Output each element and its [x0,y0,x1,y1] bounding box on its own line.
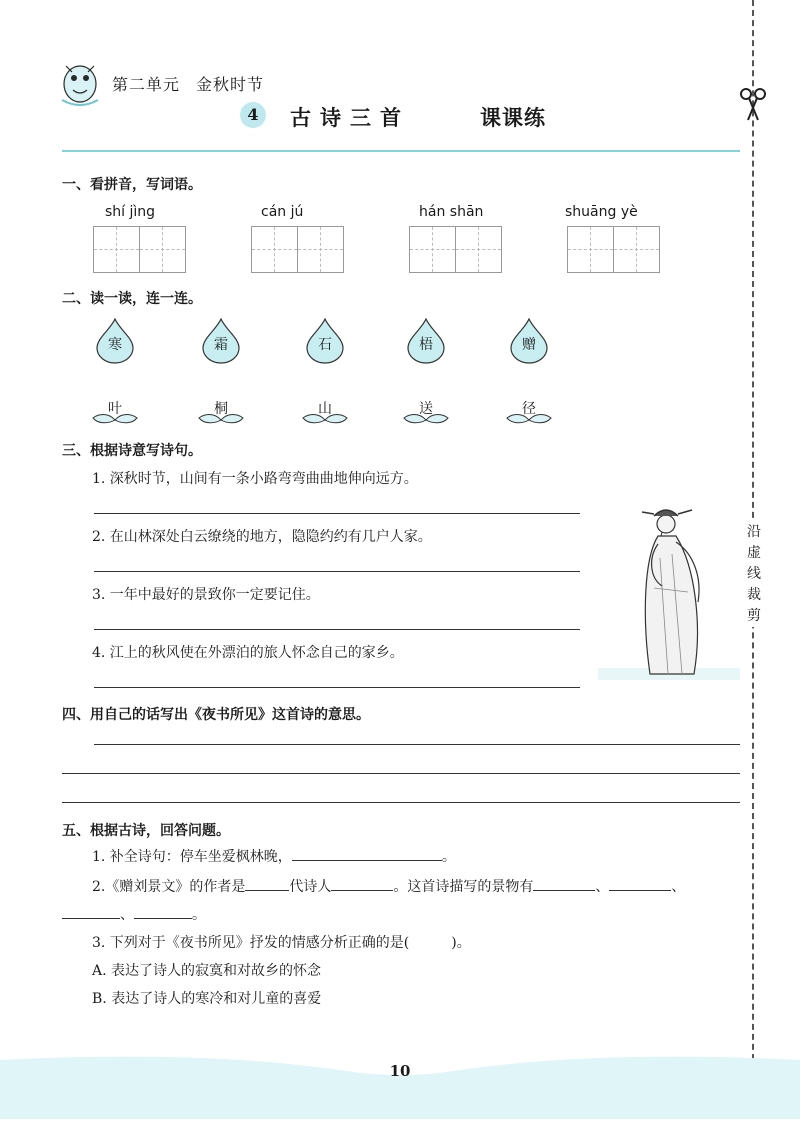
writing-grid[interactable] [409,226,502,273]
answer-line-3[interactable] [94,629,580,630]
answer-line-5[interactable] [94,744,740,745]
question-2 [92,876,685,896]
question-2-text-b: 代诗人 [289,879,332,895]
pinyin-label: shí jìng [105,204,156,220]
lesson-type: 课课练 [480,105,546,130]
unit-heading [112,72,264,95]
section4-title: 四、用自己的话写出《夜书所见》这首诗的意思。 [62,707,370,723]
answer-line-7[interactable] [62,802,740,803]
pinyin-label: shuāng yè [565,204,638,220]
option-a[interactable]: A. 表达了诗人的寂寞和对故乡的怀念 [92,963,322,979]
blank-input[interactable] [609,876,671,891]
question-2-cont [62,904,206,924]
unit-theme: 金秋时节 [196,75,265,94]
poem-prompt-4: 4. 江上的秋风使在外漂泊的旅人怀念自己的家乡。 [92,645,404,661]
leaf-char-4[interactable] [403,398,449,428]
leaf-char-2[interactable] [198,398,244,428]
drop-char-label: 石 [318,337,332,353]
section1-title: 一、看拼音，写词语。 [62,177,202,193]
poem-prompt-2: 2. 在山林深处白云缭绕的地方，隐隐约约有几户人家。 [92,529,432,545]
question-2-text-a: 2.《赠刘景文》的作者是 [92,879,246,895]
writing-grid[interactable] [567,226,660,273]
leaf-char-3[interactable] [302,398,348,428]
scissors-icon [738,86,768,122]
blank-input[interactable] [292,846,442,861]
blank-input[interactable] [331,876,393,891]
pinyin-label: hán shān [419,204,484,220]
answer-line-2[interactable] [94,571,580,572]
section3-title: 三、根据诗意写诗句。 [62,443,202,459]
drop-char-label: 赠 [522,337,536,353]
page-number: 10 [389,1062,411,1080]
section2-title: 二、读一读，连一连。 [62,291,202,307]
blank-input[interactable] [245,876,289,891]
drop-char-1[interactable] [96,318,134,364]
poet-illustration [598,498,740,682]
question-3: 3. 下列对于《夜书所见》抒发的情感分析正确的是( )。 [92,935,471,951]
blank-input[interactable] [62,904,120,919]
writing-grid[interactable] [251,226,344,273]
punct: 、 [671,879,686,895]
drop-char-5[interactable] [510,318,548,364]
leaf-char-1[interactable] [92,398,138,428]
poem-prompt-1: 1. 深秋时节，山间有一条小路弯弯曲曲地伸向远方。 [92,471,418,487]
header-divider [62,150,740,152]
leaf-char-label: 送 [419,401,433,417]
drop-char-4[interactable] [407,318,445,364]
leaf-char-label: 叶 [108,401,122,417]
answer-line-6[interactable] [62,773,740,774]
lesson-number-badge: 4 [240,102,266,128]
drop-char-3[interactable] [306,318,344,364]
writing-grid[interactable] [93,226,186,273]
question-1-text: 1. 补全诗句：停车坐爱枫林晚， [92,849,292,865]
section5-title: 五、根据古诗，回答问题。 [62,823,230,839]
punct: 、 [595,879,610,895]
option-b[interactable]: B. 表达了诗人的寒冷和对儿童的喜爱 [92,991,322,1007]
punct: 。 [441,849,456,865]
punct: 、 [120,907,134,923]
leaf-char-5[interactable] [506,398,552,428]
leaf-char-label: 径 [522,401,536,417]
mascot-illustration [56,52,104,108]
cut-instruction: 沿虚线裁剪 [744,522,764,627]
question-1 [92,846,456,866]
poem-prompt-3: 3. 一年中最好的景致你一定要记住。 [92,587,320,603]
blank-input[interactable] [533,876,595,891]
drop-char-label: 寒 [108,337,122,353]
drop-char-label: 梧 [419,337,433,353]
unit-label: 第二单元 [112,75,181,94]
drop-char-label: 霜 [214,337,228,353]
question-2-text-c: 。这首诗描写的景物有 [393,879,534,895]
drop-char-2[interactable] [202,318,240,364]
leaf-char-label: 山 [318,401,332,417]
blank-input[interactable] [134,904,192,919]
answer-line-1[interactable] [94,513,580,514]
punct: 。 [192,907,206,923]
answer-line-4[interactable] [94,687,580,688]
lesson-title: 古诗三首 [290,105,410,130]
pinyin-label: cán jú [261,204,304,220]
leaf-char-label: 桐 [214,401,228,417]
